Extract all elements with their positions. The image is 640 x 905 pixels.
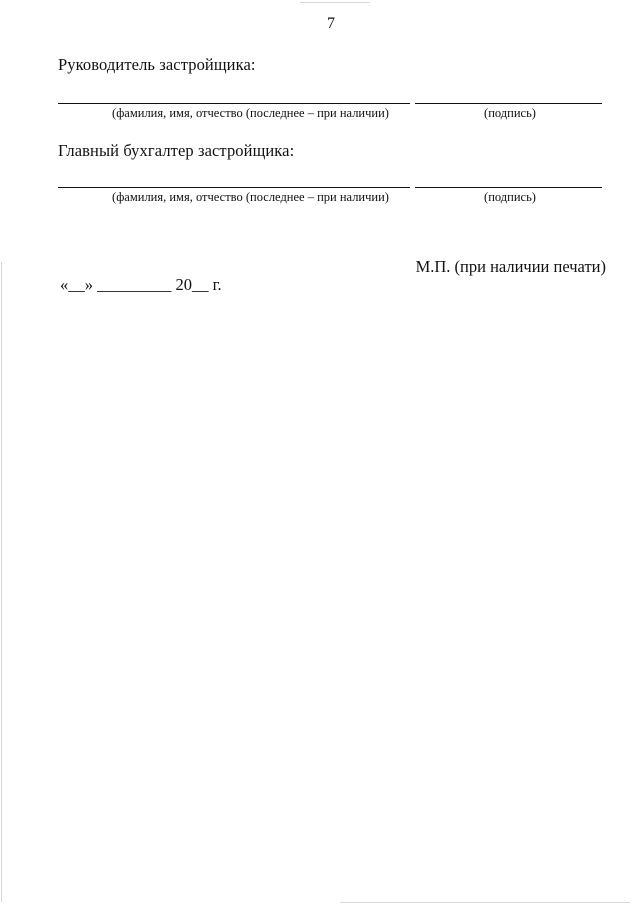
director-name-caption: (фамилия, имя, отчество (последнее – при наличии) (112, 106, 389, 120)
director-name-line (58, 103, 410, 104)
accountant-name-line (58, 187, 410, 188)
director-label: Руководитель застройщика: (58, 55, 256, 74)
accountant-name-caption: (фамилия, имя, отчество (последнее – при наличии) (112, 190, 389, 204)
accountant-signature-caption: (подпись) (484, 190, 536, 204)
director-signature-caption: (подпись) (484, 106, 536, 120)
scan-edge-bottom (340, 902, 630, 903)
stamp-note: М.П. (при наличии печати) (415, 257, 606, 276)
page-number: 7 (327, 15, 335, 32)
scan-edge-left (1, 262, 2, 902)
director-signature-line (415, 103, 602, 104)
chief-accountant-label: Главный бухгалтер застройщика: (58, 141, 295, 160)
date-line: «__» _________ 20__ г. (60, 275, 222, 294)
scan-edge-top (300, 2, 370, 3)
accountant-signature-line (415, 187, 602, 188)
